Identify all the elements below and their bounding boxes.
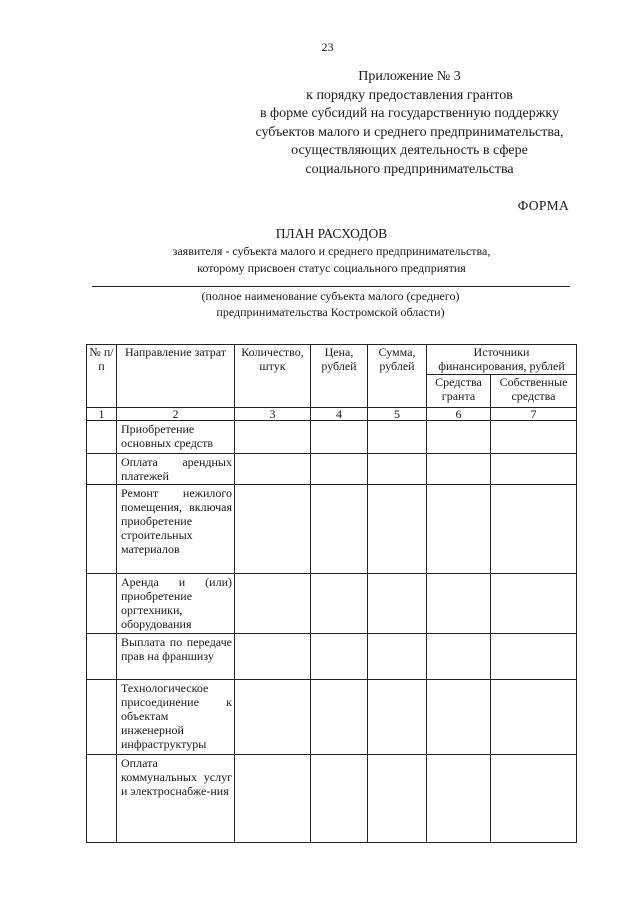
form-label: ФОРМА [517,198,569,213]
organization-name-fill-line [92,286,570,287]
caption-line: (полное наименование субъекта малого (среднего) [201,289,460,303]
header-price: Цена, рублей [311,345,368,408]
row-num-cell[interactable] [87,421,117,454]
appendix-line: к порядку предоставления грантов [306,87,513,103]
column-number: 3 [235,408,311,421]
grant-cell[interactable] [427,680,491,755]
header-sum: Сумма, рублей [368,345,427,408]
table-row [87,574,577,634]
row-direction: Оплата коммунальных услуг и электроснабже-ния [117,755,235,843]
price-cell[interactable] [311,454,368,485]
sum-cell[interactable] [368,485,427,574]
own-funds-cell[interactable] [491,485,577,574]
grant-cell[interactable] [427,454,491,485]
header-quantity: Количество, штук [235,345,311,408]
quantity-cell[interactable] [235,574,311,634]
sum-cell[interactable] [368,421,427,454]
table-row [87,755,577,843]
appendix-line: осуществляющих деятельность в сфере [291,143,528,158]
column-number-row [87,408,577,421]
appendix-line: Приложение № 3 [358,69,461,84]
grant-cell[interactable] [427,755,491,843]
column-number: 5 [368,408,427,421]
grant-cell[interactable] [427,574,491,634]
organization-name-caption [0,289,639,320]
row-direction: Ремонт нежилого помещения, включая приобретение строительных материалов [117,485,235,574]
row-direction: Технологическое присоединение к объектам инженерной инфраструктуры [117,680,235,755]
own-funds-cell[interactable] [491,454,577,485]
sum-cell[interactable] [368,755,427,843]
row-num-cell[interactable] [87,485,117,574]
sum-cell[interactable] [368,634,427,680]
row-direction: Выплата по передаче прав на франшизу [117,634,235,680]
quantity-cell[interactable] [235,755,311,843]
header-grant: Средства гранта [427,375,491,408]
table-row [87,634,577,680]
own-funds-cell[interactable] [491,634,577,680]
price-cell[interactable] [311,574,368,634]
row-num-cell[interactable] [87,454,117,485]
appendix-header [232,68,587,179]
appendix-line: социального предпринимательства [305,161,514,177]
plan-subtitle-line: которому присвоен статус социального предприятия [197,260,466,275]
price-cell[interactable] [311,755,368,843]
page-number: 23 [321,40,334,54]
row-direction: Оплата арендных платежей [117,454,235,485]
plan-subtitle-line: заявителя - субъекта малого и среднего предпринимательства, [172,244,491,258]
caption-line: предпринимательства Костромской области) [216,304,445,319]
sum-cell[interactable] [368,574,427,634]
price-cell[interactable] [311,680,368,755]
quantity-cell[interactable] [235,454,311,485]
price-cell[interactable] [311,421,368,454]
quantity-cell[interactable] [235,634,311,680]
table-row [87,421,577,454]
header-own: Собственные средства [491,375,577,408]
own-funds-cell[interactable] [491,574,577,634]
appendix-line: в форме субсидий на государственную поддержку [259,106,560,121]
header-num: № п/п [87,345,117,408]
row-num-cell[interactable] [87,634,117,680]
header-row [87,345,577,375]
row-num-cell[interactable] [87,574,117,634]
own-funds-cell[interactable] [491,421,577,454]
quantity-cell[interactable] [235,680,311,755]
row-num-cell[interactable] [87,680,117,755]
row-direction: Аренда и (или) приобретение оргтехники, оборудования [117,574,235,634]
table-row [87,454,577,485]
table-row [87,680,577,755]
quantity-cell[interactable] [235,421,311,454]
grant-cell[interactable] [427,485,491,574]
price-cell[interactable] [311,485,368,574]
header-direction: Направление затрат [117,345,235,408]
sum-cell[interactable] [368,680,427,755]
column-number: 4 [311,408,368,421]
plan-subtitle [0,243,639,276]
plan-title: ПЛАН РАСХОДОВ [275,226,388,241]
appendix-line: субъектов малого и среднего предпринимательства, [255,124,564,140]
expense-plan-table [86,344,577,843]
own-funds-cell[interactable] [491,755,577,843]
row-num-cell[interactable] [87,755,117,843]
quantity-cell[interactable] [235,485,311,574]
column-number: 7 [491,408,577,421]
table-row [87,485,577,574]
header-sources: Источники финансирования, рублей [427,345,577,375]
column-number: 2 [117,408,235,421]
sum-cell[interactable] [368,454,427,485]
own-funds-cell[interactable] [491,680,577,755]
column-number: 1 [87,408,117,421]
price-cell[interactable] [311,634,368,680]
grant-cell[interactable] [427,421,491,454]
row-direction: Приобретение основных средств [117,421,235,454]
column-number: 6 [427,408,491,421]
grant-cell[interactable] [427,634,491,680]
